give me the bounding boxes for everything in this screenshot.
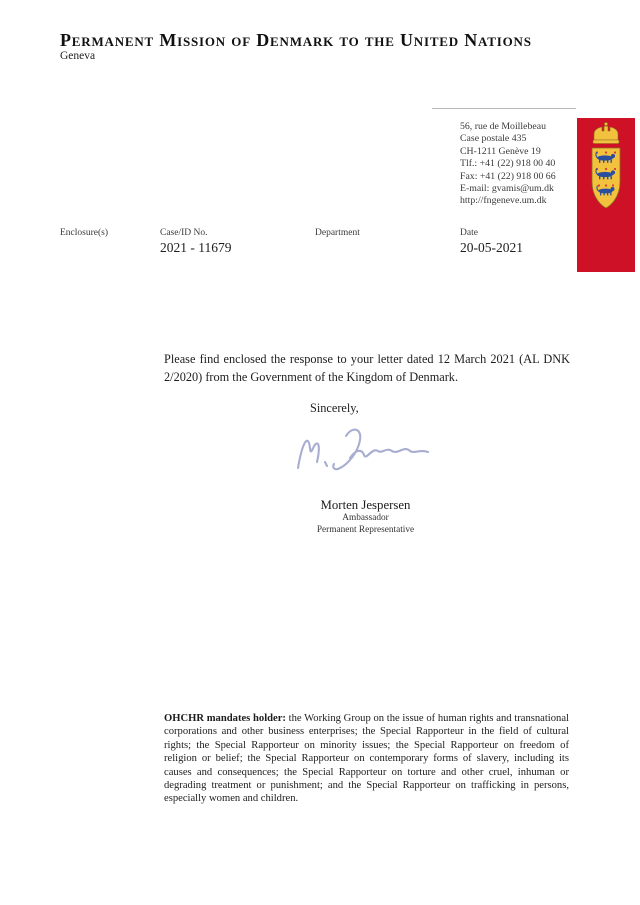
body-paragraph: Please find enclosed the response to your letter dated 12 March 2021 (AL DNK 2/2020) from the Government of the Kingdom of Denmark. xyxy=(164,352,570,384)
contact-line-website: http://fngeneve.um.dk xyxy=(460,195,547,207)
contact-divider xyxy=(432,108,576,109)
field-value-date: 20-05-2021 xyxy=(460,240,523,255)
footer-text: the Working Group on the issue of human rights and transnational corporations and other business enterprises; the Special Rapporteur in the field of cultural rights; the Special Rapporteur on minority issues; the Special Rapporteur on freedom of religion or belief; the Special Rapporteur on contemporary forms of slavery, including its causes and consequences; the Special Rapporteur on torture and other cruel, inhuman or degrading treatment or punishment; and the Special Rapporteur on trafficking in persons, especially women and children. xyxy=(164,713,569,805)
signature-strokes xyxy=(298,430,428,470)
field-label-date: Date xyxy=(460,228,478,238)
contact-line-postbox: Case postale 435 xyxy=(460,133,527,145)
letterhead-subtitle: Geneva xyxy=(60,50,96,62)
contact-line-street: 56, rue de Moillebeau xyxy=(460,121,546,132)
contact-block xyxy=(460,121,556,208)
contact-line-fax: Fax: +41 (22) 918 00 66 xyxy=(460,170,556,182)
field-label-case-id: Case/ID No. xyxy=(160,228,208,238)
signer-title-ambassador: Ambassador xyxy=(342,513,389,523)
signer-title-permanent-representative: Permanent Representative xyxy=(316,524,415,535)
contact-line-email: E-mail: gvamis@um.dk xyxy=(460,183,554,195)
signature xyxy=(288,418,438,486)
contact-line-phone: Tlf.: +41 (22) 918 00 40 xyxy=(460,158,556,170)
field-label-enclosure: Enclosure(s) xyxy=(60,228,109,238)
signer-name: Morten Jespersen xyxy=(320,498,411,512)
field-value-case-id: 2021 - 11679 xyxy=(160,240,232,255)
signer-block xyxy=(278,498,453,536)
closing-salutation: Sincerely, xyxy=(310,401,359,415)
footer-lead: OHCHR mandates holder: xyxy=(164,713,286,724)
contact-line-city: CH-1211 Genève 19 xyxy=(460,145,541,157)
letterhead-title: Permanent Mission of Denmark to the United Nations xyxy=(60,30,532,50)
footer-paragraph xyxy=(164,712,569,806)
field-label-department: Department xyxy=(315,228,360,238)
danish-coat-of-arms xyxy=(577,118,635,272)
